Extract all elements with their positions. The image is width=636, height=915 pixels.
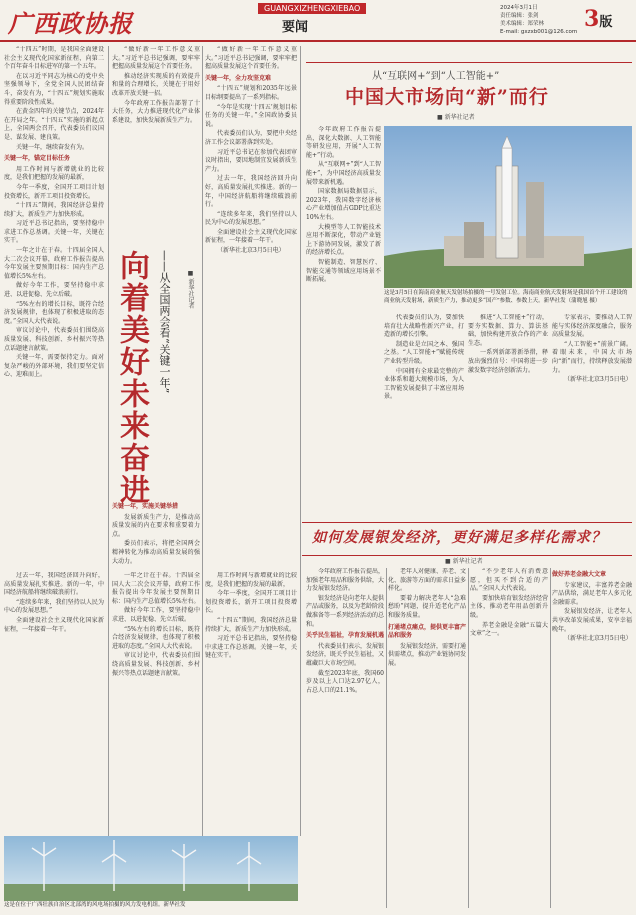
column-divider (550, 568, 551, 908)
section-subheading: 关键一年，锚定目标任务 (4, 155, 71, 163)
bottom-right-col4 (552, 568, 632, 908)
paragraph: 习近平总书记在参加代表团审议时指出，要因地制宜发展新质生产力。 (205, 148, 297, 173)
paragraph: 代表委员们认为，要把中央经济工作会议部署落到实处。 (205, 130, 297, 146)
column-divider (468, 568, 469, 908)
paragraph: 发展银发经济，需要打通供需堵点，推动产业链协同发展。 (388, 642, 466, 667)
paragraph: 发展银发经济，让老年人共享改革发展成果，安享幸福晚年。 (552, 608, 632, 633)
paragraph: “连续多年来，我们坚持以人民为中心的发展思想。” (4, 598, 104, 615)
bottom-photo-caption: 这是在位于广西壮族自治区北部湾的风电场拍摄的风力发电机组。新华社发 (4, 902, 186, 908)
top-right-col3 (468, 314, 548, 518)
paragraph: 推进“人工智能+”行动，要夯实数据、算力、算法基础，加快构建开放合作的产业生态。 (468, 314, 548, 347)
paragraph: 用工作时间与新增就业的比较度，是我们把握的发展的最新， (205, 572, 297, 588)
paragraph: 做好今年工作，要坚持稳中求进、以进促稳、先立后破。 (4, 282, 104, 299)
dateline: （新华社北京3月5日电） (564, 376, 632, 384)
section-subheading: 做好养老金融大文章 (552, 571, 607, 578)
launch-pad-illustration (384, 126, 632, 288)
rocket-launch-photo (384, 126, 632, 288)
top-right-col4 (552, 314, 632, 518)
top-right-col1 (306, 126, 381, 516)
paragraph: “做好新一年工作意义重大。”习近平总书记强调，要牢牢把握高质量发展这个首要任务。 (112, 46, 200, 71)
paragraph: 习近平总书记指出，要坚持稳中求进工作总基调。关键一年，关键在实干。 (4, 220, 104, 245)
paragraph: 一年之计在于春。十四届全国人大二次会议开幕，政府工作报告提出今年发展主要预期目标：国内生产总值增长5%左右。 (4, 247, 104, 280)
designer-line: 美术编辑：郑荣林 (500, 21, 545, 27)
dateline: （新华社北京3月5日电） (564, 635, 632, 643)
section-subheading: 打通堵点痛点，提供更丰富产品和服务 (388, 623, 466, 640)
bottom-right-headline: 如何发展银发经济，更好满足多样化需求？ (312, 529, 607, 546)
paragraph: “十四五”规划和2035年远景目标纲要提出了一系列指标。 (205, 85, 297, 101)
paragraph: 养老金融是金融“五篇大文章”之一。 (470, 621, 548, 638)
paragraph: 专家建议，丰富养老金融产品供给，满足老年人多元化金融需求。 (552, 581, 632, 606)
newspaper-logo: 广西政协报 (8, 9, 133, 38)
paragraph: “十四五”期间，我国经济总量持续扩大，新质生产力加快形成。 (4, 202, 104, 218)
section-title: 要闻 (282, 20, 309, 35)
paragraph: 代表委员们认为，要加快培育壮大战略性新兴产业，打造新的增长引擎。 (384, 314, 464, 339)
bottom-right-col2 (388, 568, 466, 908)
wind-turbine-photo (4, 836, 298, 901)
paragraph: 银发经济是向老年人提供产品或服务，以及为老龄阶段做准备等一系列经济活动的总和。 (306, 594, 384, 628)
paragraph: 委员们表示，将把全国两会精神转化为推动高质量发展的强大动力。 (112, 540, 200, 565)
newspaper-pinyin: GUANGXIZHENGXIEBAO (258, 3, 366, 14)
paragraph: 今年政府工作报告部署了十大任务，大力推进现代化产业体系建设，加快发展新质生产力。 (112, 99, 200, 124)
left-article-col1-lower (4, 572, 104, 834)
paragraph: “做好新一年工作意义重大。”习近平总书记强调，要牢牢把握高质量发展这个首要任务。 (205, 46, 297, 71)
paragraph: 一年之计在于春。十四届全国人大二次会议开幕，政府工作报告提出今年发展主要预期目标：国内生产总值增长5%左右。 (112, 572, 200, 605)
left-article-col2-lower (112, 572, 200, 834)
paragraph: “今年是实现‘十四五’规划目标任务的关键一年。”全国政协委员说。 (205, 103, 297, 128)
dateline: （新华社北京3月5日电） (217, 247, 285, 255)
page-number-suffix: 版 (599, 15, 613, 30)
paragraph: 要加快培育银发经济经营主体，推动老年用品创新升级。 (470, 594, 548, 619)
page-number (584, 6, 612, 32)
paragraph: 关键一年，需要保持定力。面对复杂严峻的外部环境，我们要坚定信心、迎难而上。 (4, 354, 104, 379)
bottom-right-col3 (470, 568, 548, 908)
column-divider (202, 46, 203, 836)
left-article-byline: ■ 新华社记者 (187, 270, 194, 309)
paragraph: 全面建设社会主义现代化国家新征程，一年接着一年干。 (4, 616, 104, 633)
paragraph: 专家表示，要推动人工智能与实体经济深度融合，服务高质量发展。 (552, 314, 632, 339)
paragraph: 从“互联网+”到“人工智能+”，为中国经济高质量发展带来新机遇。 (306, 161, 381, 186)
left-article-subheadline: ——从全国两会看“关键一年” (158, 250, 171, 394)
section-subheading: 关键一年，实施关键举措 (112, 503, 179, 510)
paragraph: 全面建设社会主义现代化国家新征程，一年接着一年干。 (205, 228, 297, 245)
paragraph: “十四五”时期，是我国全面建设社会主义现代化国家新征程，向第二个百年奋斗目标进军的第一个五年。 (4, 46, 104, 71)
paragraph: “连续多年来，我们坚持以人民为中心的发展思想。” (205, 210, 297, 227)
paragraph: 习近平总书记指出，要坚持稳中求进工作总基调。关键一年，关键在实干。 (205, 635, 297, 660)
paragraph: 截至2023年底，我国60岁及以上人口达2.97亿人，占总人口的21.1%。 (306, 669, 384, 694)
paragraph: 今年政府工作报告提出，加强老年用品和服务供给，大力发展银发经济。 (306, 568, 384, 593)
top-rule (306, 62, 632, 63)
masthead (0, 0, 636, 42)
paragraph: 国家数据局数据显示，2023年，我国数字经济核心产业增加值占GDP比重达10%左右。 (306, 188, 381, 221)
column-divider (108, 46, 109, 836)
paragraph: “5%左右的增长目标，既符合经济发展规律，也体现了积极进取的态度。”全国人大代表说。 (4, 300, 104, 325)
bottom-right-byline: ■ 新华社记者 (445, 558, 483, 565)
bottom-right-col1 (306, 568, 384, 908)
paragraph: “十四五”期间，我国经济总量持续扩大，新质生产力加快形成。 (205, 616, 297, 633)
paragraph: 一系列新部署新举措，释放出强烈信号：中国将进一步激发数字经济创新活力。 (468, 349, 548, 374)
paragraph: 用工作时间与新增就业的比较度，是我们把握的发展的最新， (4, 165, 104, 182)
left-article-col2-top (112, 46, 200, 236)
top-right-photo-caption: 这是3月5日在海南商业航天发射场拍摄的一号发射工位。海南商业航天发射场是我国首个开工建设的商业航天发射场，新质生产力，推动更多“国产”参数、参数上天。新华社发（蒲晓旭 摄） (384, 290, 628, 304)
top-right-byline: ■ 新华社记者 (437, 114, 475, 121)
left-article-col1 (4, 46, 104, 566)
top-right-headline: 中国大市场向“新”而行 (345, 86, 549, 108)
paragraph: 代表委员们表示，发展银发经济，既关乎民生福祉，又蕴藏巨大市场空间。 (306, 642, 384, 667)
paragraph: 推动经济实现质的有效提升和量的合理增长，关键在于用好改革开放关键一招。 (112, 72, 200, 97)
wind-turbine-illustration (4, 836, 298, 901)
editor-line: 责任编辑：张剑 (500, 13, 539, 19)
paragraph: 过去一年，我国经济回升向好，高质量发展扎实推进。新的一年，中国经济航船将继续破浪前行。 (4, 572, 104, 597)
left-article-col3 (205, 46, 297, 566)
paragraph: 做好今年工作，要坚持稳中求进、以进促稳、先立后破。 (112, 607, 200, 623)
paragraph: “5%左右的增长目标，既符合经济发展规律，也体现了积极进取的态度。”全国人大代表说。 (112, 625, 200, 650)
column-divider (386, 568, 387, 908)
paragraph: 审议讨论中，代表委员们围绕高质量发展、科技创新、乡村振兴等热点话题建言献策。 (112, 652, 200, 677)
paragraph: 老年人对健康、养老、文化、旅游等方面的需求日益多样化。 (388, 568, 466, 593)
date-info (500, 4, 577, 36)
paragraph: 审议讨论中，代表委员们围绕高质量发展、科技创新、乡村振兴等热点话题建言献策。 (4, 327, 104, 352)
paragraph: 关键一年，继续奋发有为。 (16, 143, 89, 151)
paragraph: 智能制造、智慧医疗、智能交通等领域应用场景不断拓展。 (306, 258, 381, 284)
paragraph: 制造业是立国之本、强国之基。“人工智能+”赋能传统产业转型升级。 (384, 340, 464, 365)
paragraph: 今年政府工作报告提出，深化大数据、人工智能等研发应用，开展“人工智能+”行动。 (306, 126, 381, 159)
top-right-kicker: 从“互联网+”到“人工智能+” (372, 71, 500, 82)
left-article-col2-bottom (112, 500, 200, 570)
paragraph: “不少老年人有消费意愿，但买不到合适的产品。”全国人大代表说。 (470, 568, 548, 593)
paragraph: 要着力解决老年人“急难愁盼”问题，提升适老化产品和服务质量。 (388, 594, 466, 619)
page-number-digit: 3 (584, 6, 600, 32)
date-line: 2024年3月1日 (500, 5, 538, 11)
top-right-col2 (384, 314, 464, 518)
column-divider (300, 46, 301, 836)
paragraph: 今年一季度，全国开工项目计划投资增长，新开工项目投资增长。 (4, 183, 104, 200)
paragraph: 在黄金四年的关键节点，2024年在开局之年。“十四五”实施的新起点上，全国两会召开，代表委员们议国是、谋发展、建良策。 (4, 108, 104, 141)
paragraph: 过去一年，我国经济回升向好，高质量发展扎实推进。新的一年，中国经济航船将继续破浪前行。 (205, 175, 297, 209)
left-article-col3-lower (205, 572, 297, 834)
paragraph: “人工智能+”前景广阔。着眼未来，中国大市场向“新”而行，持续释放发展潜力。 (552, 340, 632, 374)
paragraph: 大模型等人工智能技术应用不断深化，带动产业链上下游协同发展，激发了新的经济增长点。 (306, 223, 381, 257)
section-subheading: 关乎民生福祉，孕育发展机遇 (306, 632, 384, 640)
left-article-headline: 向着美好未来奋进 (114, 250, 149, 506)
email-line: E-mail: gxzxb001@126.com (500, 29, 578, 35)
paragraph: 在以习近平同志为核心的党中央坚强领导下，全党全国人民团结奋斗，奋发有为，“十四五”规划实施取得重要阶段性成果。 (4, 72, 104, 106)
paragraph: 今年一季度，全国开工项目计划投资增长，新开工项目投资增长。 (205, 590, 297, 615)
section-subheading: 关键一年，全力攻坚克难 (205, 74, 272, 82)
paragraph: 发展新质生产力，是推动高质量发展的内在要求和重要着力点。 (112, 513, 200, 538)
paragraph: 中国拥有全球最完整的产业体系和超大规模市场，为人工智能发展提供了丰富应用场景。 (384, 367, 464, 401)
